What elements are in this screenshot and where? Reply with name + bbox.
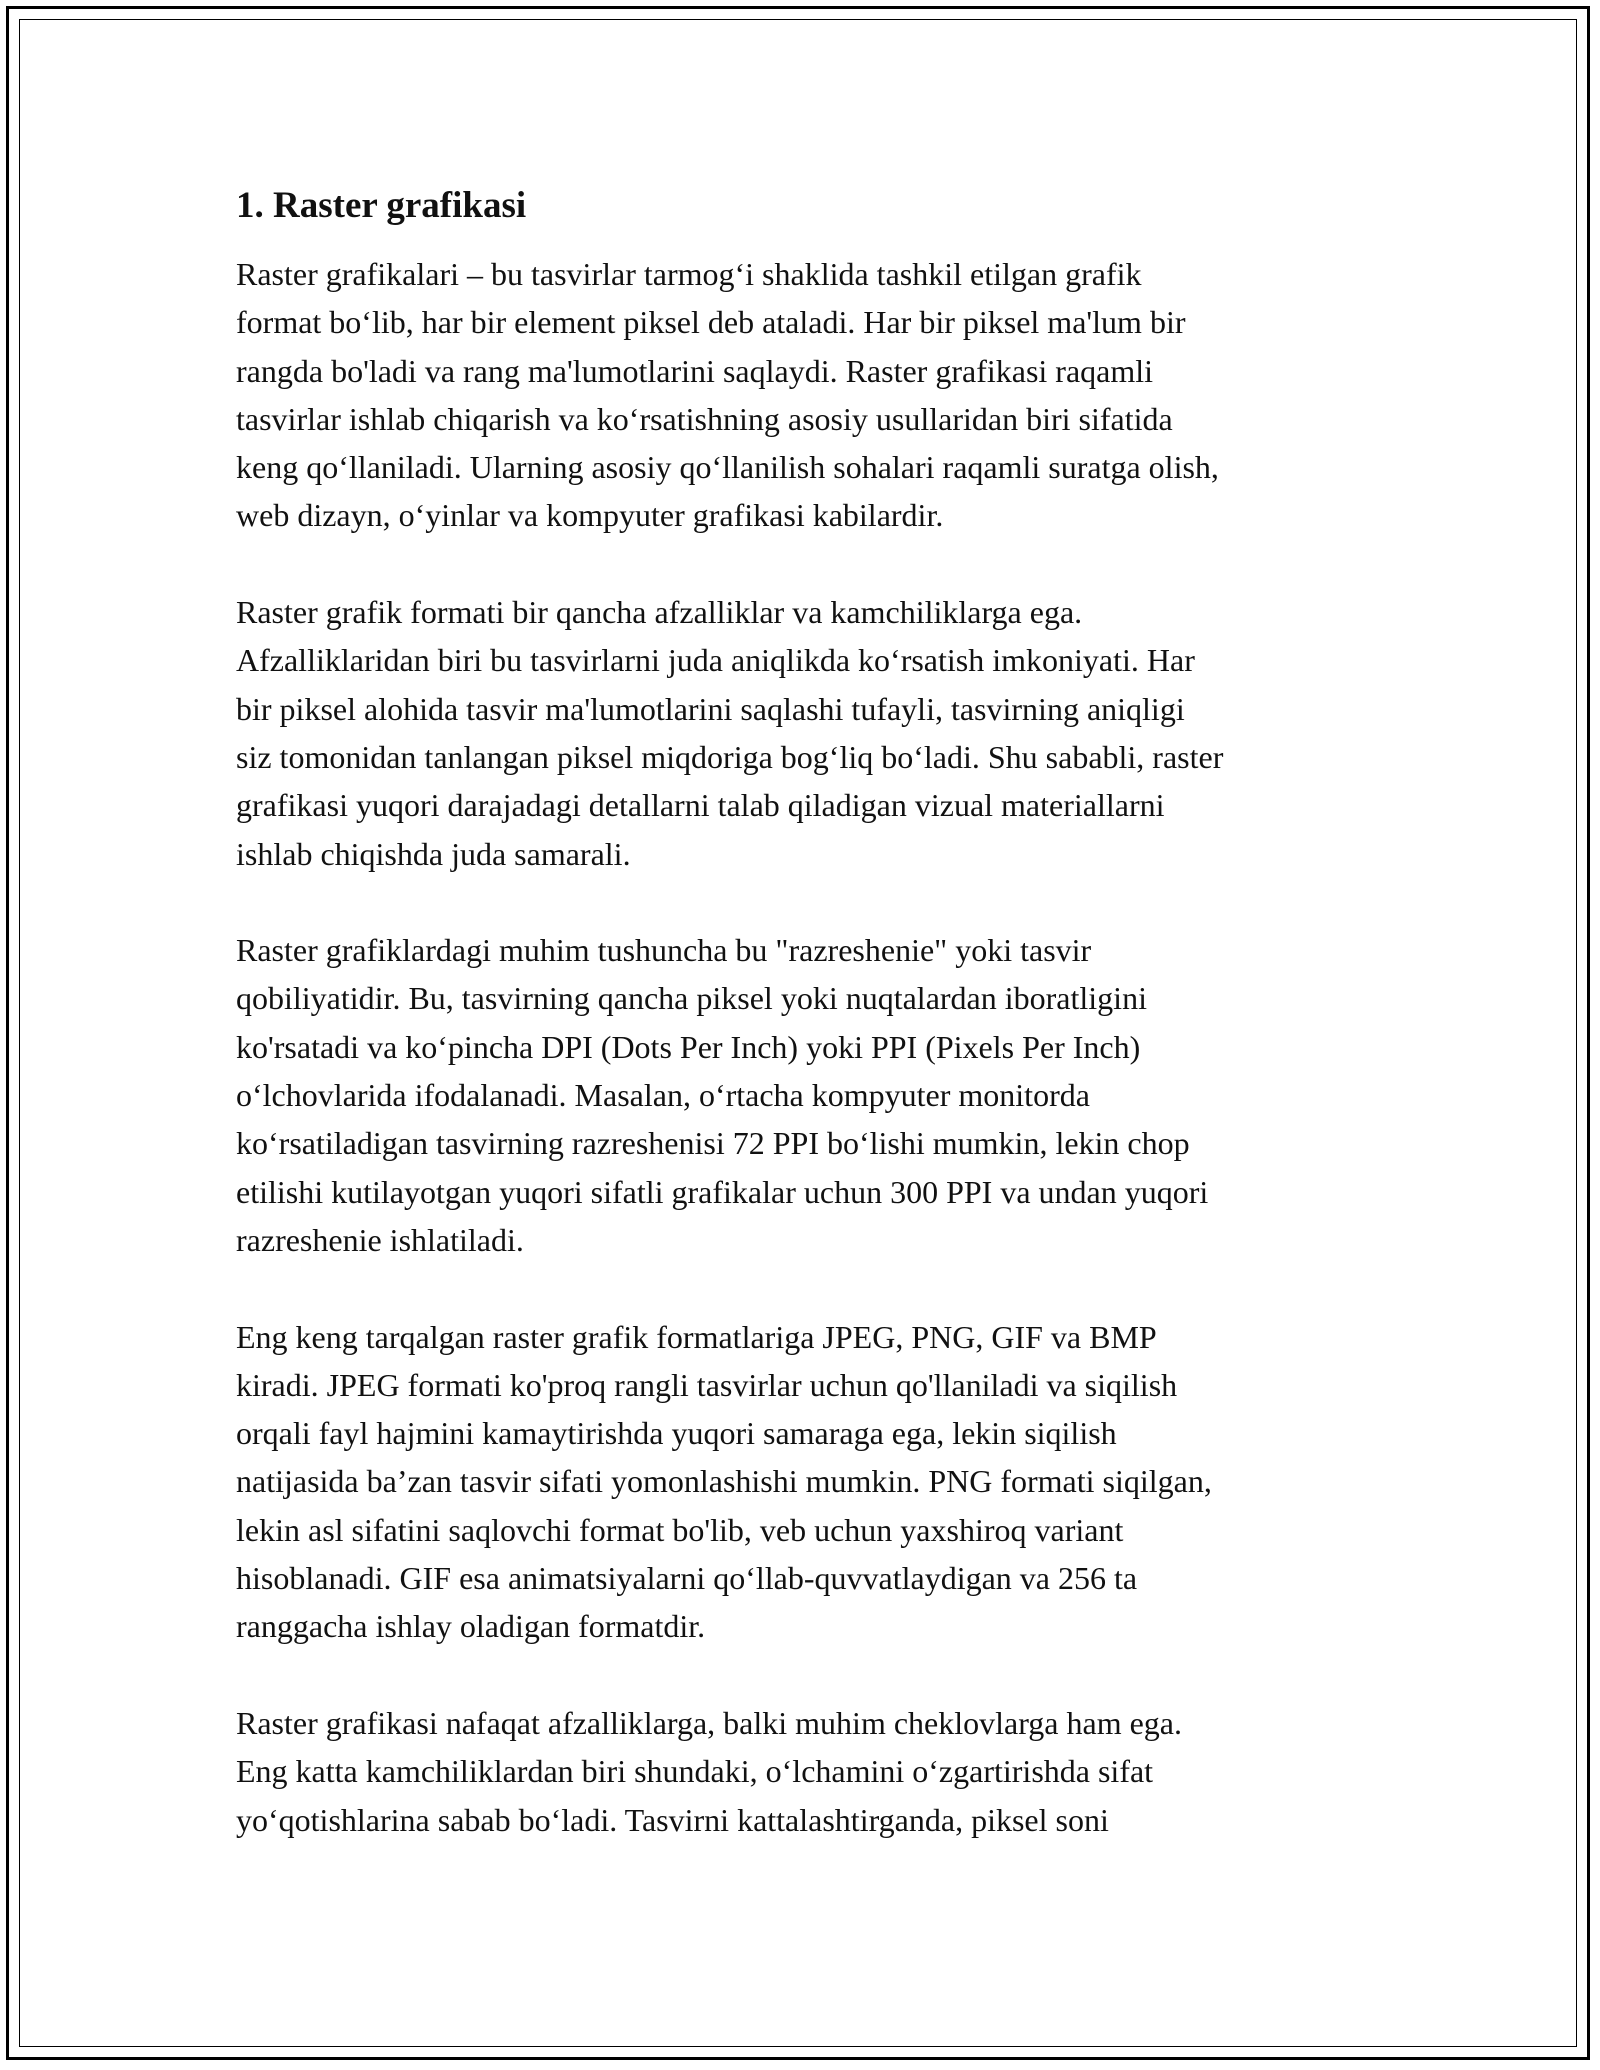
- document-body: [236, 182, 1376, 1892]
- text-line: format bo‘lib, har bir element piksel deb ataladi. Har bir piksel ma'lum bir: [236, 304, 1186, 341]
- text-line: razreshenie ishlatiladi.: [236, 1221, 524, 1258]
- paragraph-limitations: [236, 1699, 1376, 1844]
- text-line: ishlab chiqishda juda samarali.: [236, 835, 631, 872]
- text-line: Eng keng tarqalgan raster grafik formatlariga JPEG, PNG, GIF va BMP: [236, 1318, 1157, 1355]
- text-line: Raster grafikasi nafaqat afzalliklarga, balki muhim cheklovlarga ham ega.: [236, 1704, 1182, 1741]
- text-line: ko‘rsatiladigan tasvirning razreshenisi 72 PPI bo‘lishi mumkin, lekin chop: [236, 1125, 1190, 1162]
- paragraph-resolution: [236, 926, 1376, 1264]
- text-line: orqali fayl hajmini kamaytirishda yuqori samaraga ega, lekin siqilish: [236, 1415, 1117, 1452]
- text-line: rangda bo'ladi va rang ma'lumotlarini saqlaydi. Raster grafikasi raqamli: [236, 352, 1154, 389]
- text-line: Raster grafik formati bir qancha afzalliklar va kamchiliklarga ega.: [236, 594, 1083, 631]
- text-line: bir piksel alohida tasvir ma'lumotlarini saqlashi tufayli, tasvirning aniqligi: [236, 690, 1185, 727]
- text-line: tasvirlar ishlab chiqarish va ko‘rsatishning asosiy usullaridan biri sifatida: [236, 400, 1173, 437]
- text-line: hisoblanadi. GIF esa animatsiyalarni qo‘llab-quvvatlaydigan va 256 ta: [236, 1560, 1138, 1597]
- text-line: ranggacha ishlay oladigan formatdir.: [236, 1608, 706, 1645]
- paragraph-intro: [236, 250, 1376, 540]
- text-line: grafikasi yuqori darajadagi detallarni talab qiladigan vizual materiallarni: [236, 787, 1165, 824]
- text-line: natijasida ba’zan tasvir sifati yomonlashishi mumkin. PNG formati siqilgan,: [236, 1463, 1212, 1500]
- text-line: Eng katta kamchiliklardan biri shundaki, o‘lchamini o‘zgartirishda sifat: [236, 1753, 1154, 1790]
- text-line: keng qo‘llaniladi. Ularning asosiy qo‘llanilish sohalari raqamli suratga olish,: [236, 449, 1219, 486]
- text-line: Raster grafiklardagi muhim tushuncha bu "razreshenie" yoki tasvir: [236, 932, 1092, 969]
- text-line: siz tomonidan tanlangan piksel miqdoriga bog‘liq bo‘ladi. Shu sababli, raster: [236, 738, 1224, 775]
- paragraph-advantages: [236, 588, 1376, 878]
- text-line: yo‘qotishlarina sabab bo‘ladi. Tasvirni kattalashtirganda, piksel soni: [236, 1801, 1109, 1838]
- section-title: 1. Raster grafikasi: [236, 185, 527, 226]
- text-line: web dizayn, o‘yinlar va kompyuter grafikasi kabilardir.: [236, 497, 944, 534]
- text-line: Afzalliklaridan biri bu tasvirlarni juda aniqlikda ko‘rsatish imkoniyati. Har: [236, 642, 1195, 679]
- text-line: o‘lchovlarida ifodalanadi. Masalan, o‘rtacha kompyuter monitorda: [236, 1077, 1090, 1114]
- text-line: Raster grafikalari – bu tasvirlar tarmog‘i shaklida tashkil etilgan grafik: [236, 256, 1142, 292]
- paragraph-formats: [236, 1313, 1376, 1651]
- text-line: etilishi kutilayotgan yuqori sifatli grafikalar uchun 300 PPI va undan yuqori: [236, 1173, 1209, 1210]
- text-line: lekin asl sifatini saqlovchi format bo'lib, veb uchun yaxshiroq variant: [236, 1511, 1124, 1548]
- text-line: qobiliyatidir. Bu, tasvirning qancha piksel yoki nuqtalardan iboratligini: [236, 980, 1147, 1017]
- text-line: ko'rsatadi va ko‘pincha DPI (Dots Per Inch) yoki PPI (Pixels Per Inch): [236, 1028, 1141, 1065]
- text-line: kiradi. JPEG formati ko'proq rangli tasvirlar uchun qo'llaniladi va siqilish: [236, 1366, 1178, 1403]
